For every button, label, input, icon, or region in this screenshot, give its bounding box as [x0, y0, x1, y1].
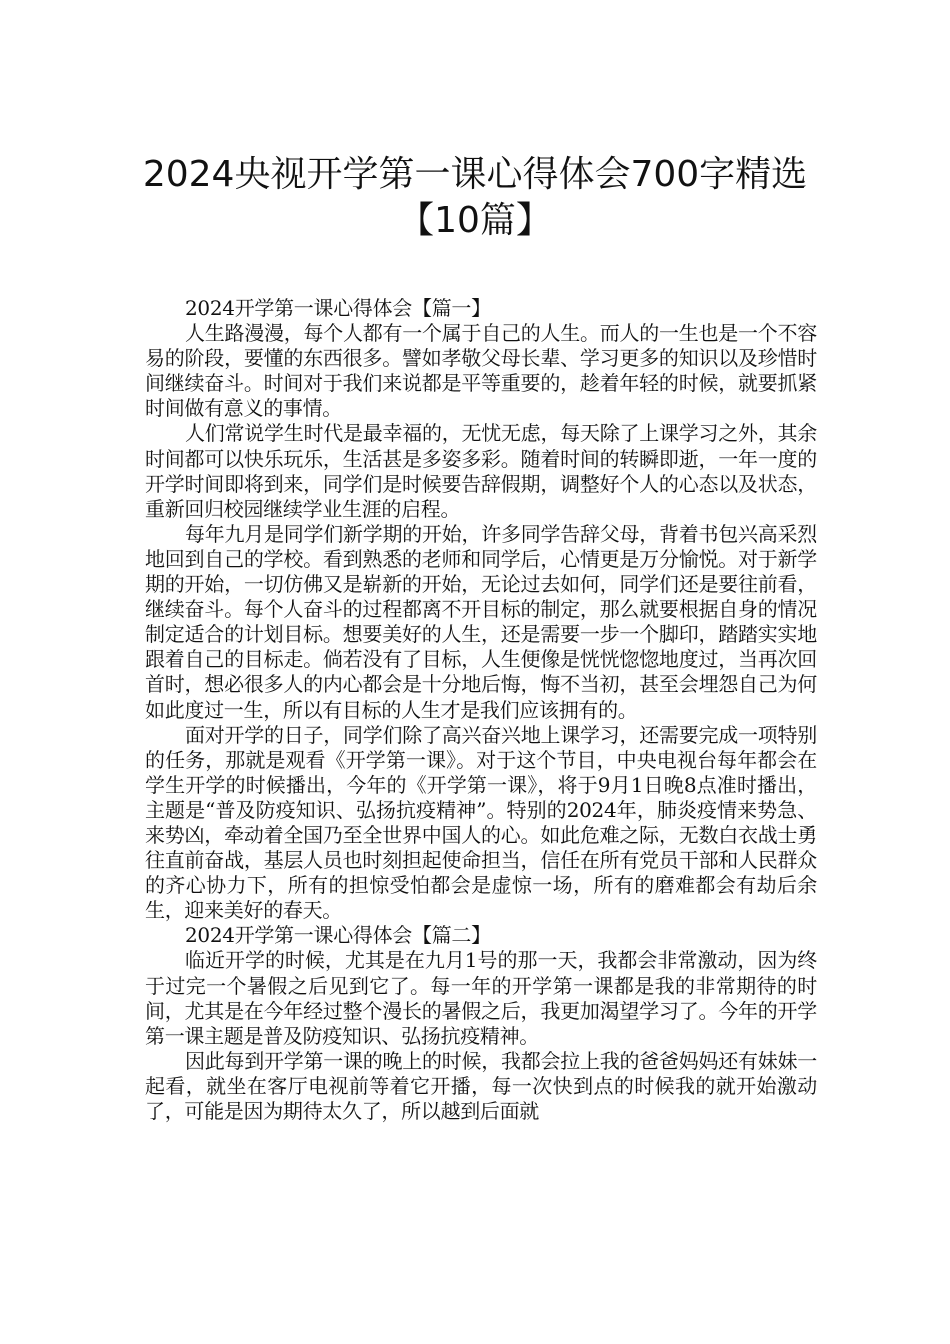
paragraph: 人们常说学生时代是最幸福的，无忧无虑，每天除了上课学习之外，其余时间都可以快乐玩乐，生活甚是多姿多彩。随着时间的转瞬即逝，一年一度的开学时间即将到来，同学们是时候要告辞假期，调整好个人的心态以及状态，重新回归校园继续学业生涯的启程。 — [145, 421, 817, 521]
document-body — [145, 296, 817, 1124]
section-heading-1: 2024开学第一课心得体会【篇一】 — [185, 296, 491, 320]
section-heading-2: 2024开学第一课心得体会【篇二】 — [185, 923, 491, 948]
document-title: 2024央视开学第一课心得体会700字精选【10篇】 — [142, 154, 808, 242]
paragraph: 每年九月是同学们新学期的开始，许多同学告辞父母，背着书包兴高采烈地回到自己的学校。看到熟悉的老师和同学后，心情更是万分愉悦。对于新学期的开始，一切仿佛又是崭新的开始，无论过去如何，同学们还是要往前看，继续奋斗。每个人奋斗的过程都离不开目标的制定，那么就要根据自身的情况制定适合的计划目标。想要美好的人生，还是需要一步一个脚印，踏踏实实地跟着自己的目标走。倘若没有了目标，人生便像是恍恍惚惚地度过，当再次回首时，想必很多人的内心都会是十分地后悔，悔不当初，甚至会埋怨自己为何如此度过一生，所以有目标的人生才是我们应该拥有的。 — [145, 521, 817, 722]
paragraph: 临近开学的时候，尤其是在九月1号的那一天，我都会非常激动，因为终于过完一个暑假之后见到它了。每一年的开学第一课都是我的非常期待的时间，尤其是在今年经过整个漫长的暑假之后，我更加渴望学习了。今年的开学第一课主题是普及防疫知识、弘扬抗疫精神。 — [145, 948, 817, 1048]
paragraph: 因此每到开学第一课的晚上的时候，我都会拉上我的爸爸妈妈还有妹妹一起看，就坐在客厅电视前等着它开播，每一次快到点的时候我的就开始激动了，可能是因为期待太久了，所以越到后面就 — [145, 1048, 817, 1123]
paragraph: 人生路漫漫，每个人都有一个属于自己的人生。而人的一生也是一个不容易的阶段，要懂的东西很多。譬如孝敬父母长辈、学习更多的知识以及珍惜时间继续奋斗。时间对于我们来说都是平等重要的，趁着年轻的时候，就要抓紧时间做有意义的事情。 — [145, 321, 817, 421]
paragraph: 面对开学的日子，同学们除了高兴奋兴地上课学习，还需要完成一项特别的任务，那就是观看《开学第一课》。对于这个节目，中央电视台每年都会在学生开学的时候播出，今年的《开学第一课》，将于9月1日晚8点准时播出，主题是“普及防疫知识、弘扬抗疫精神”。特别的2024年，肺炎疫情来势急、来势凶，牵动着全国乃至全世界中国人的心。如此危难之际，无数白衣战士勇往直前奋战，基层人员也时刻担起使命担当，信任在所有党员干部和人民群众的齐心协力下，所有的担惊受怕都会是虚惊一场，所有的磨难都会有劫后余生，迎来美好的春天。 — [145, 722, 817, 923]
